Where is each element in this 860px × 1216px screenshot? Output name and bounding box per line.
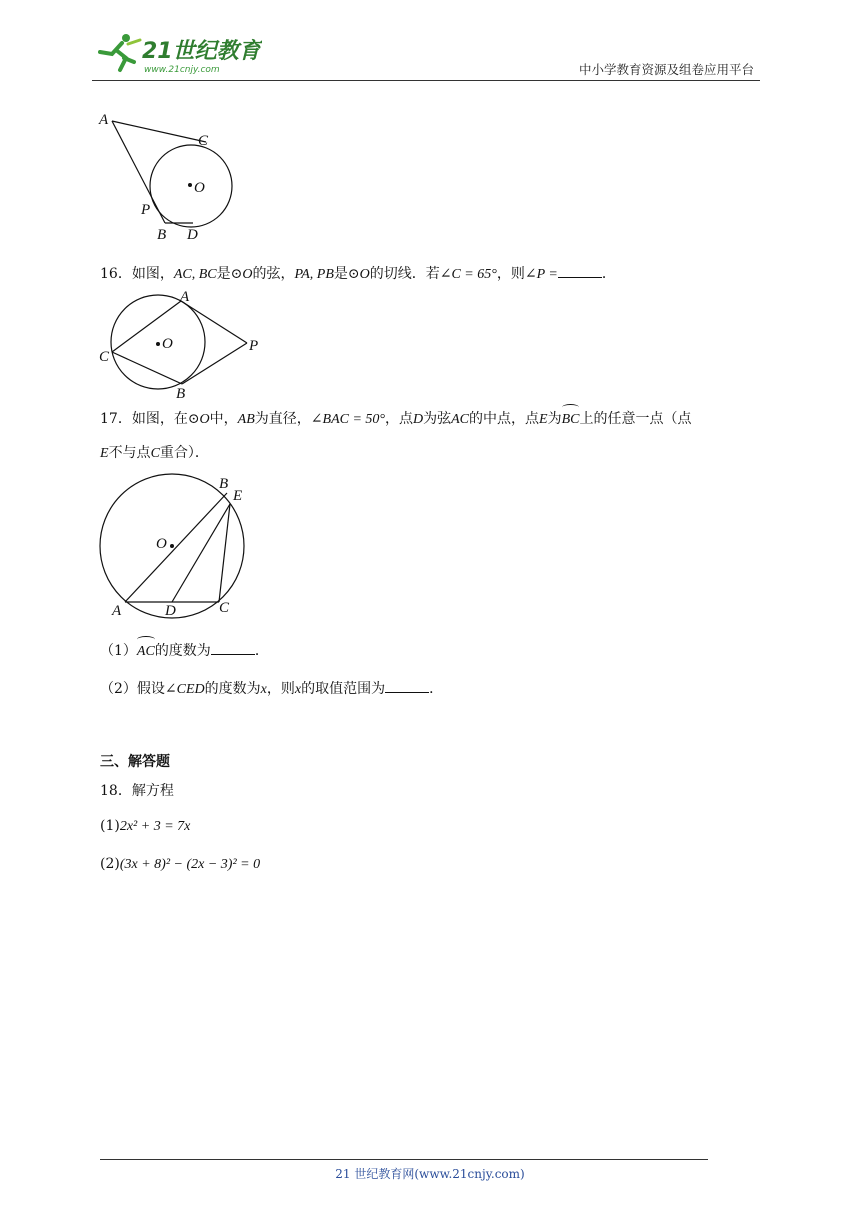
question-18: 18．解方程 [100, 783, 174, 799]
footer-text[interactable]: 21 世纪教育网(www.21cnjy.com) [335, 1167, 525, 1181]
label-P: P [249, 338, 259, 354]
answer-blank [558, 263, 602, 278]
label-C: C [219, 600, 230, 616]
label-D: D [165, 603, 176, 619]
figure-q15 [90, 105, 250, 245]
equation-2: (2)(3x + 8)² − (2x − 3)² = 0 [100, 856, 261, 872]
answer-blank [211, 640, 255, 655]
label-B: B [219, 476, 229, 492]
label-O: O [156, 536, 167, 552]
label-A: A [180, 289, 190, 305]
runner-icon [100, 34, 140, 70]
question-17-line2: E不与点C重合）． [100, 445, 209, 461]
header-divider [92, 80, 760, 81]
question-17-line1: 17．如图，在⊙O中，AB为直径，∠BAC = 50°，点D为弦AC的中点，点E为BC上的任意一点（点 [100, 408, 691, 431]
label-A: A [112, 603, 122, 619]
label-B: B [157, 227, 167, 243]
question-17-part2: （2）假设∠CED的度数为x，则x的取值范围为 ． [100, 678, 443, 701]
label-O: O [194, 180, 205, 196]
footer-divider [100, 1159, 708, 1160]
logo-text: 21世纪教育 [142, 39, 261, 64]
header-tagline: 中小学教育资源及组卷应用平台 [578, 62, 754, 77]
section-title: 三、解答题 [100, 754, 170, 770]
label-B: B [176, 386, 186, 402]
site-logo [92, 28, 262, 78]
figure-q16 [94, 288, 274, 403]
label-C: C [99, 349, 110, 365]
question-17-part1: （1）AC的度数为 ． [100, 640, 269, 663]
answer-blank [385, 678, 429, 693]
label-E: E [233, 488, 243, 504]
label-C: C [198, 133, 209, 149]
question-16: 16．如图，AC, BC是⊙O的弦，PA, PB是⊙O的切线．若∠C = 65°，则∠P = ． [100, 263, 616, 286]
label-A: A [99, 112, 109, 128]
label-P: P [141, 202, 151, 218]
equation-1: (1)2x² + 3 = 7x [100, 818, 191, 834]
figure-q17 [92, 472, 262, 622]
logo-url: www.21cnjy.com [144, 65, 220, 75]
label-D: D [187, 227, 198, 243]
label-O: O [162, 336, 173, 352]
